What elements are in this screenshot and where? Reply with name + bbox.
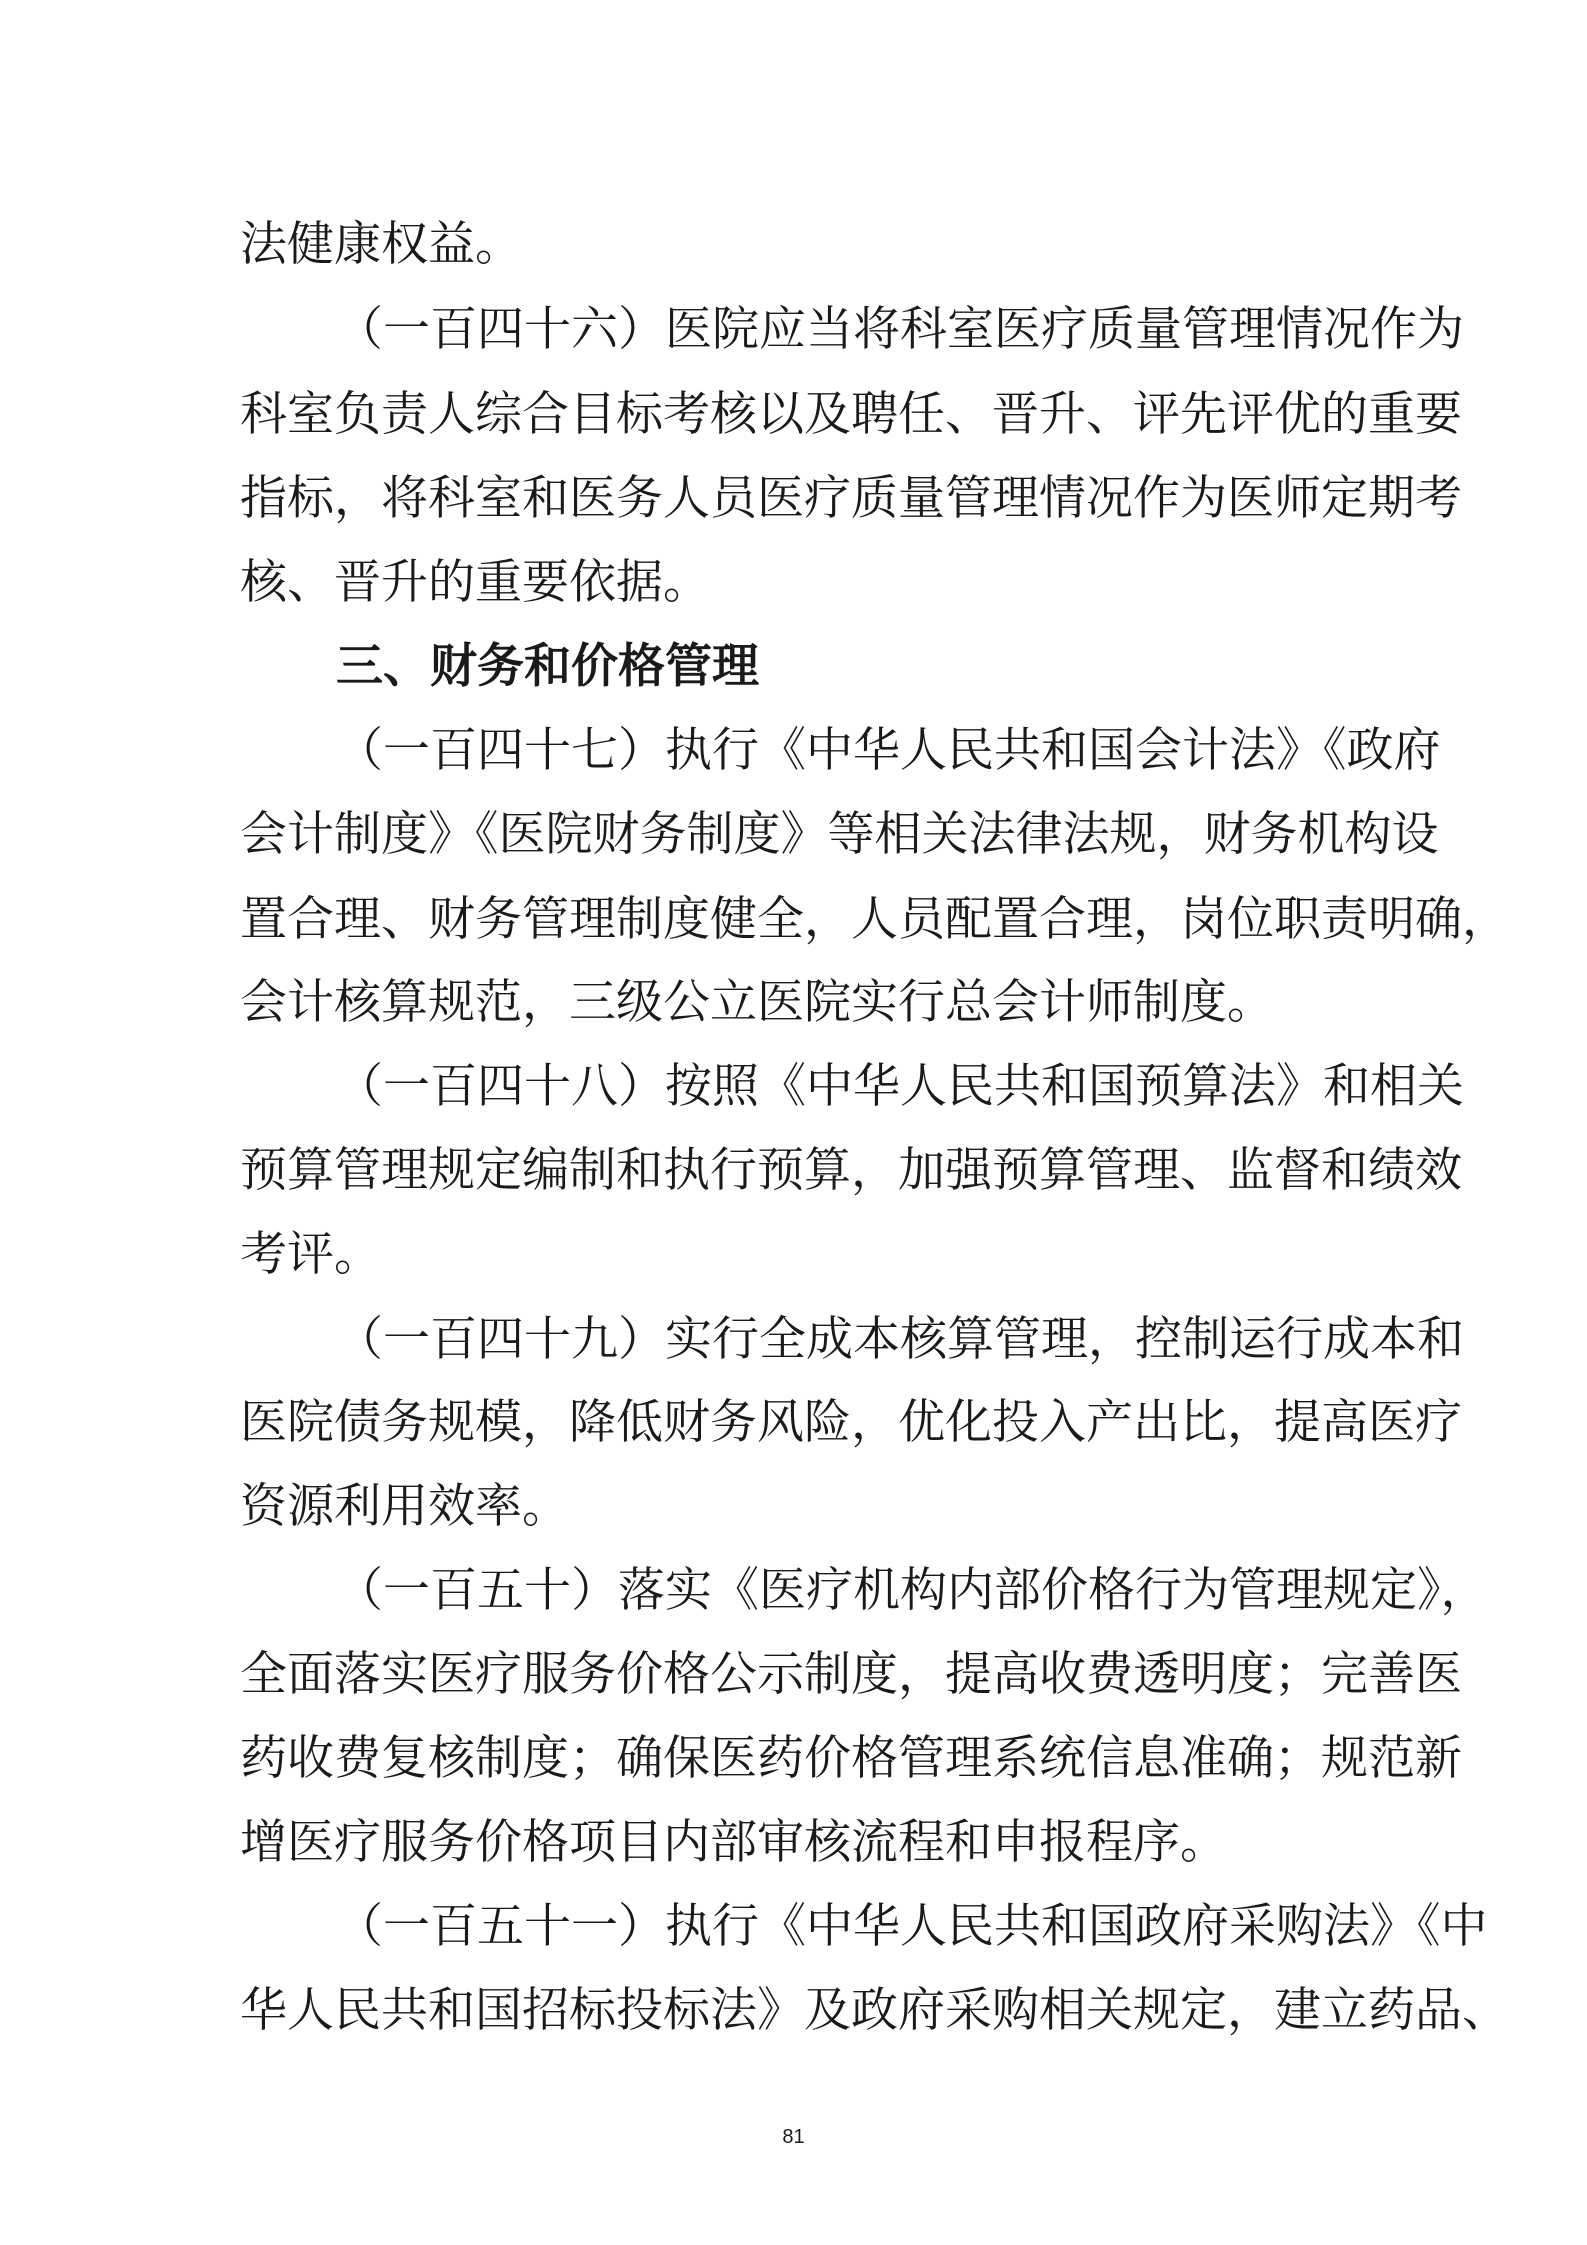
paragraph-146-line-3: 指标，将科室和医务人员医疗质量管理情况作为医师定期考 [240, 471, 1462, 526]
paragraph-150-line-3: 药收费复核制度；确保医药价格管理系统信息准确；规范新 [240, 1731, 1462, 1786]
paragraph-146-line-4: 核、晋升的重要依据。 [240, 555, 710, 610]
paragraph-150-line-2: 全面落实医疗服务价格公示制度，提高收费透明度；完善医 [240, 1647, 1462, 1702]
paragraph-148-line-2: 预算管理规定编制和执行预算，加强预算管理、监督和绩效 [240, 1143, 1462, 1198]
paragraph-149-line-2: 医院债务规模，降低财务风险，优化投入产出比，提高医疗 [240, 1395, 1462, 1450]
paragraph-147-line-1: （一百四十七）执行《中华人民共和国会计法》《政府 [336, 723, 1441, 778]
paragraph-146-line-2: 科室负责人综合目标考核以及聘任、晋升、评先评优的重要 [240, 387, 1462, 442]
paragraph-146-line-1: （一百四十六）医院应当将科室医疗质量管理情况作为 [336, 302, 1464, 357]
paragraph-150-line-4: 增医疗服务价格项目内部审核流程和申报程序。 [240, 1815, 1227, 1870]
section-heading: 三、财务和价格管理 [336, 639, 759, 694]
paragraph-147-line-4: 会计核算规范，三级公立医院实行总会计师制度。 [240, 975, 1274, 1030]
paragraph-149-line-3: 资源利用效率。 [240, 1479, 569, 1534]
paragraph-147-line-2: 会计制度》《医院财务制度》等相关法律法规，财务机构设 [240, 807, 1439, 862]
paragraph-148-line-1: （一百四十八）按照《中华人民共和国预算法》和相关 [336, 1059, 1464, 1114]
paragraph-147-line-3: 置合理、财务管理制度健全，人员配置合理，岗位职责明确， [240, 892, 1509, 947]
paragraph-151-line-1: （一百五十一）执行《中华人民共和国政府采购法》《中 [336, 1899, 1488, 1954]
page-number: 81 [782, 2126, 805, 2148]
paragraph-150-line-1: （一百五十）落实《医疗机构内部价格行为管理规定》， [336, 1563, 1488, 1618]
text-line-continuation: 法健康权益。 [240, 217, 522, 272]
paragraph-149-line-1: （一百四十九）实行全成本核算管理，控制运行成本和 [336, 1312, 1464, 1367]
paragraph-151-line-2: 华人民共和国招标投标法》及政府采购相关规定，建立药品、 [240, 1983, 1509, 2038]
paragraph-148-line-3: 考评。 [240, 1227, 381, 1282]
